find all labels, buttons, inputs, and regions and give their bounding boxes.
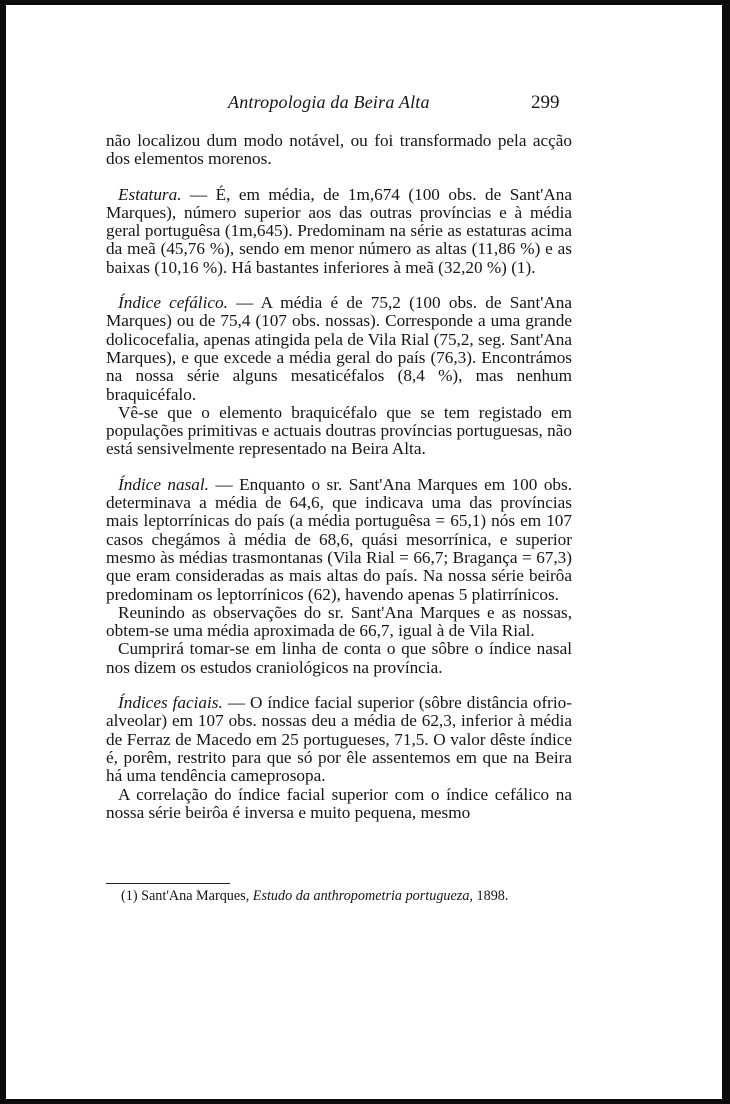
- paragraph-braquicefalo: Vê-se que o elemento braquicéfalo que se tem registado em populações primitivas e actuais doutras províncias portuguesas, não está sensivelmente representado na Beira Alta.: [106, 402, 572, 459]
- footnote-work-title: Estudo da anthropometria portugueza,: [252, 888, 473, 904]
- footnote-marker: (1): [121, 888, 138, 904]
- paragraph-indice-cefalico-body: — A média é de 75,2 (100 obs. de Sant'Ana Marques) ou de 75,4 (107 obs. nossas). Corresponde a uma grande dolicocefalia, apenas atingida pela de Vila Rial (75,2, seg. Sant'Ana Marques), e que excede a média geral do país (76,3). Encontrámos na nossa série alguns mesaticéfalos (8,4 %), mas nenhum braquicéfalo.: [106, 293, 572, 404]
- footnote-line: [121, 888, 591, 904]
- paragraph-indice-cefalico: [106, 294, 572, 404]
- section-heading-indice-cefalico: Índice cefálico.: [118, 293, 228, 313]
- footnote-author: Sant'Ana Marques,: [137, 888, 253, 904]
- running-title: Antropologia da Beira Alta: [228, 92, 430, 112]
- footnote-year: 1898.: [472, 888, 509, 904]
- paragraph-reunindo: Reunindo as observações do sr. Sant'Ana Marques e as nossas, obtem-se uma média aproximada de 66,7, igual à de Vila Rial.: [106, 602, 572, 641]
- footnote-rule: [106, 883, 230, 884]
- body-text: [106, 132, 572, 822]
- section-heading-estatura: Estatura.: [118, 184, 182, 204]
- paragraph-correlacao: A correlação do índice facial superior com o índice cefálico na nossa série beirôa é inversa e muito pequena, mesmo: [106, 784, 572, 822]
- section-heading-indice-nasal: Índice nasal.: [118, 474, 209, 494]
- paragraph-indice-nasal: [106, 476, 572, 604]
- paragraph-indice-nasal-body: — Enquanto o sr. Sant'Ana Marques em 100 obs. determinava a média de 64,6, que indicava uma das províncias mais leptorrínicas do país (a média portuguêsa = 65,1) nós em 107 casos chegámos à média de 68,6, quási mesorrínica, e superior mesmo às médias trasmontanas (Vila Rial = 66,7; Bragança = 67,3) que eram consideradas as mais altas do país. Na nossa série beirôa predominam os leptorrínicos (62), havendo apenas 5 platirrínicos.: [106, 474, 572, 604]
- scan-border-bottom: [0, 1099, 730, 1104]
- section-heading-indices-faciais: Índices faciais.: [118, 693, 223, 713]
- scan-border-top: [0, 0, 730, 5]
- paragraph-indices-faciais-body: — O índice facial superior (sôbre distância ofrio-alveolar) em 107 obs. nossas deu a média de 62,3, inferior à média de Ferraz de Macedo em 25 portugueses, 71,5. O valor dêste índice é, porêm, restrito para que só por êle assentemos em que na Beira há uma tendência cameprosopa.: [106, 693, 573, 786]
- paragraph-estatura-body: — É, em média, de 1m,674 (100 obs. de Sant'Ana Marques), número superior aos das outras províncias e à média geral portuguêsa (1m,645). Predominam na série as estaturas acima da meã (45,76 %), sendo em menor número as altas (11,86 %) e as baixas (10,16 %). Há bastantes inferiores à meã (32,20 %) (1).: [106, 184, 572, 277]
- scan-border-right: [722, 0, 730, 1104]
- paragraph-cumprira: Cumprirá tomar-se em linha de conta o que sôbre o índice nasal nos dizem os estudos craniológicos na província.: [106, 639, 572, 677]
- paragraph-continuation: não localizou dum modo notável, ou foi transformado pela acção dos elementos morenos.: [106, 131, 572, 169]
- page-number: 299: [531, 92, 560, 113]
- scan-border-left: [0, 0, 6, 1104]
- paragraph-indices-faciais: [106, 694, 572, 785]
- paragraph-estatura: [106, 186, 572, 277]
- running-head: [0, 92, 730, 116]
